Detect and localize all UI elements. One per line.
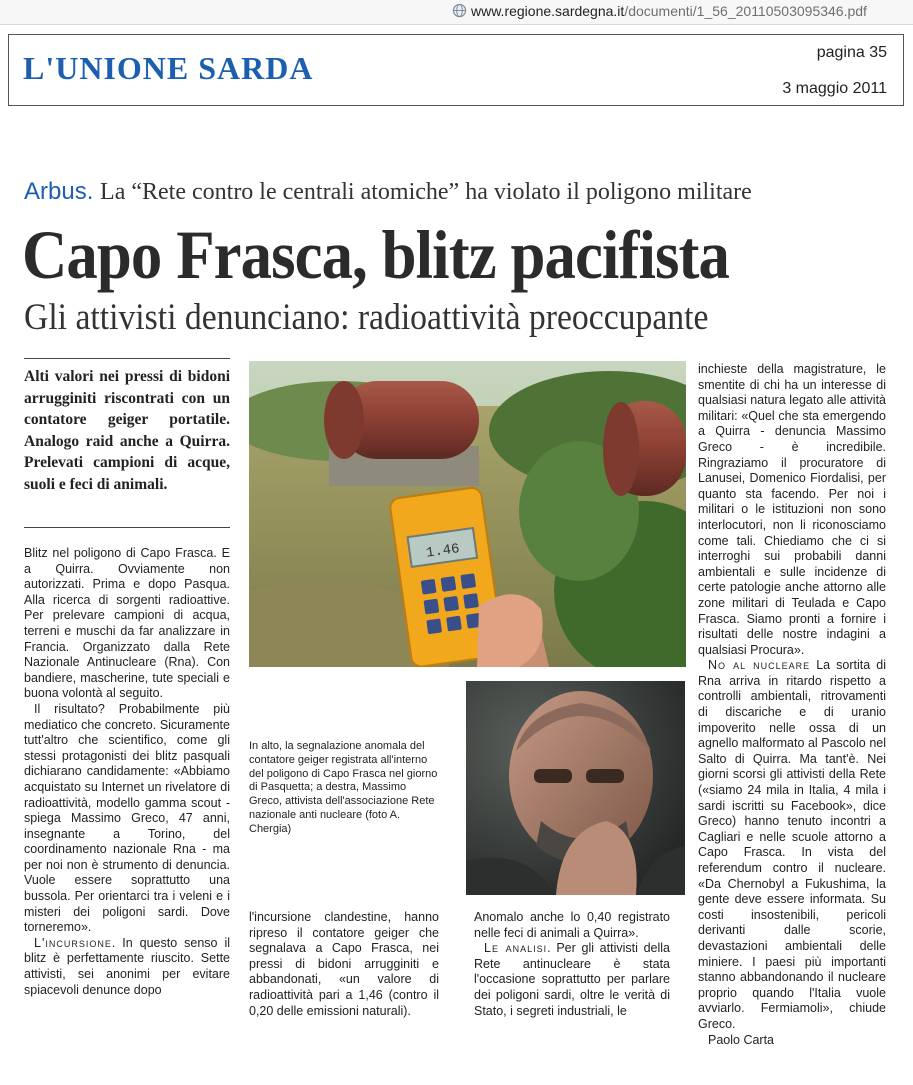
- geiger-photo: [249, 361, 686, 667]
- url-path: /documenti/1_56_20110503095346.pdf: [624, 3, 867, 19]
- newspaper-header: [8, 34, 904, 106]
- section-label: Le analisi: [484, 941, 548, 956]
- section-label: L'incursione: [34, 935, 112, 950]
- paragraph-text: La sortita di Rna arriva in ritardo rispetto a controlli ambientali, ritrovamenti di discariche e di uranio impoverito nelle ossa di un agnello malformato al Pascolo nel Salto di Quirra. Ma tant'è. Nei giorni scorsi gli attivisti della Rete («siamo 24 mila in Italia, 4 mila i sardi iscritti su Facebook», dice Greco) hanno tenuto incontri a Cagliari e nelle scuole attorno a Capo Frasca. In vista del referendum contro il nucleare. «Da Chernobyl a Fukushima, la gente deve essere informata. Su costi insostenibili, pericoli derivanti dalle scorie, devastazioni ambientali delle miniere. I paesi più importanti stanno abbandonando il nucleare proprio quando l'Italia vuole avviarlo. Fermiamoli», chiude Greco.: [698, 658, 887, 1031]
- kicker-text: La “Rete contro le centrali atomiche” ha violato il poligono militare: [100, 179, 752, 205]
- summary: Alti valori nei pressi di bidoni arrugginiti riscontrati con un contatore geiger portatile. Analogo raid anche a Quirra. Prelevati campioni di acque, suoli e feci di animali.: [24, 368, 230, 493]
- kicker: [24, 178, 752, 206]
- paragraph: [474, 941, 670, 1019]
- globe-icon: [452, 3, 467, 18]
- kicker-place: Arbus.: [24, 178, 94, 205]
- portrait-photo-image: [466, 681, 685, 895]
- issue-date: 3 maggio 2011: [782, 80, 887, 97]
- paragraph: Il risultato? Probabilmente più mediatico che concreto. Sicuramente tutt'altro che scientifico, come gli stessi protagonisti dei blitz pasquali dichiarano candidamente: «Abbiamo acquistato su Internet un rivelatore di radioattività, modello gamma scout - spiega Massimo Greco, 47 anni, insegnante a Torino, del coordinamento nazionale Rna - ma per noi non è strumento di denuncia. Vuole essere soprattutto una bussola. Per orientarci tra i veleni e i misteri dei poligoni sardi. Dove torneremo».: [24, 701, 230, 935]
- portrait-photo: [466, 681, 685, 895]
- page-number: pagina 35: [816, 44, 887, 61]
- url-text[interactable]: [471, 3, 867, 19]
- text-column-3: [474, 910, 670, 1019]
- summary-bottom-rule: [24, 527, 230, 528]
- author-signature: Paolo Carta: [708, 1032, 775, 1047]
- photo-caption: In alto, la segnalazione anomala del contatore geiger registrata all'interno del poligono di Capo Frasca nel giorno di Pasquetta; a destra, Massimo Greco, attivista dell'associazione Rete nazionale anti nucleare (foto A. Chergia): [249, 740, 438, 835]
- geiger-photo-image: [249, 361, 686, 667]
- paragraph-text: . In questo senso il blitz è perfettamente riuscito. Sette attivisti, sei anonimi per evitare spiacevoli denunce dopo: [24, 935, 230, 997]
- paragraph: [24, 936, 230, 998]
- text-column-1: [24, 546, 230, 998]
- section-label: No al nucleare: [708, 658, 811, 673]
- paragraph: [698, 658, 886, 1032]
- paragraph: l'incursione clandestine, hanno ripreso il contatore geiger che segnalava a Capo Frasca, nei pressi di bidoni arrugginiti e abbandonati, «un valore di radioattività pari a 1,46 (contro il 0,20 delle emissioni naturali).: [249, 910, 439, 1018]
- geiger-display: 1.46: [425, 541, 461, 562]
- text-column-2: [249, 910, 439, 1019]
- subheadline: Gli attivisti denunciano: radioattività preoccupante: [24, 297, 709, 338]
- paragraph: inchieste della magistrature, le smentite di chi ha un interesse di qualsiasi natura legato alle attività militari: «Quel che sta emergendo a Quirra - denuncia Massimo Greco - è incredibile. Ringraziamo il procuratore di Lanusei, Domenico Fiordalisi, per quanto sta facendo. Per noi i militari o le istituzioni non sono interlocutori, non li riconosciamo come tali. Chiediamo che ci si interroghi sui probabili danni ambientali e sulle incidenze di certe patologie anche attorno alle zone militari di Teulada e Capo Frasca. Siamo pronti a fornire i risultati delle nostre indagini a qualsiasi Procura».: [698, 362, 886, 657]
- paragraph: Blitz nel poligono di Capo Frasca. E a Quirra. Ovviamente non autorizzati. Prima e dopo Pasqua. Alla ricerca di sorgenti radioattive. Per prelevare campioni di acqua, terreni e muschi da far analizzare in Francia. Organizzato dalla Rete Nazionale Antinucleare (Rna). Con bandiere, mascherine, tute speciali e buona volontà al seguito.: [24, 546, 230, 701]
- url-domain: www.regione.sardegna.it: [471, 3, 625, 19]
- headline: Capo Frasca, blitz pacifista: [22, 217, 729, 293]
- browser-address-bar[interactable]: [0, 0, 913, 25]
- masthead: L'UNIONE SARDA: [23, 50, 314, 86]
- paragraph-text: . Per gli attivisti della Rete antinucleare è stata l'occasione soprattutto per parlare dei poligoni sardi, oltre le verità di Stato, i segreti industriali, le: [474, 941, 670, 1018]
- text-column-4: [698, 362, 886, 1048]
- summary-top-rule: [24, 358, 230, 359]
- paragraph: Anomalo anche lo 0,40 registrato nelle feci di animali a Quirra».: [474, 910, 670, 940]
